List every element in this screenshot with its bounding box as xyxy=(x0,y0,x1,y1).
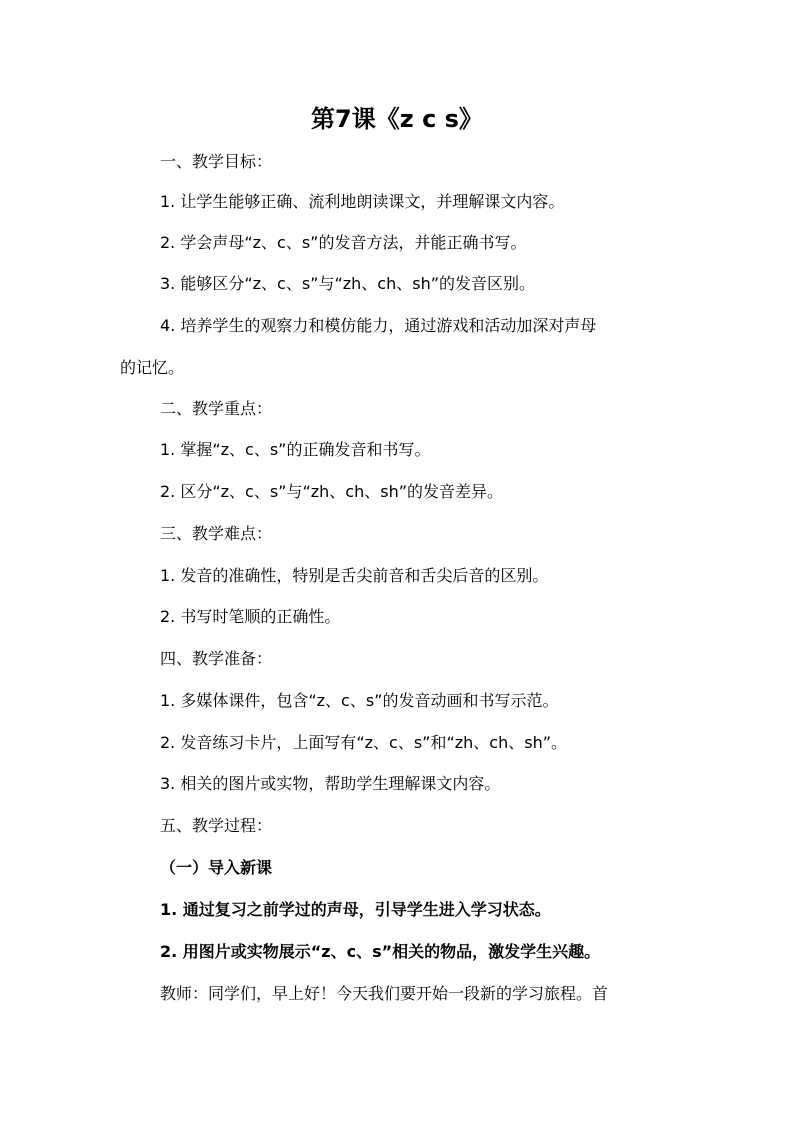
goals-heading: 一、教学目标： xyxy=(160,152,273,171)
difficulties-heading: 三、教学难点： xyxy=(160,524,273,543)
preparation-item-2: 2. 发音练习卡片，上面写有“z、c、s”和“zh、ch、sh”。 xyxy=(160,733,567,752)
preparation-item-1: 1. 多媒体课件，包含“z、c、s”的发音动画和书写示范。 xyxy=(160,691,559,710)
process-sub-heading: （一）导入新课 xyxy=(160,858,273,877)
key-point-item-1: 1. 掌握“z、c、s”的正确发音和书写。 xyxy=(160,440,431,459)
goal-item-3: 3. 能够区分“z、c、s”与“zh、ch、sh”的发音区别。 xyxy=(160,274,535,293)
goal-item-4-continued: 的记忆。 xyxy=(120,358,185,377)
goal-item-2: 2. 学会声母“z、c、s”的发音方法，并能正确书写。 xyxy=(160,233,527,252)
difficulty-item-1: 1. 发音的准确性，特别是舌尖前音和舌尖后音的区别。 xyxy=(160,566,549,585)
preparation-heading: 四、教学准备： xyxy=(160,649,273,668)
key-point-item-2: 2. 区分“z、c、s”与“zh、ch、sh”的发音差异。 xyxy=(160,482,503,501)
preparation-item-3: 3. 相关的图片或实物，帮助学生理解课文内容。 xyxy=(160,774,501,793)
key-points-heading: 二、教学重点： xyxy=(160,399,273,418)
process-heading: 五、教学过程： xyxy=(160,816,273,835)
goal-item-1: 1. 让学生能够正确、流利地朗读课文，并理解课文内容。 xyxy=(160,192,565,211)
teacher-dialogue: 教师：同学们，早上好！今天我们要开始一段新的学习旅程。首 xyxy=(160,984,609,1003)
goal-item-4: 4. 培养学生的观察力和模仿能力，通过游戏和活动加深对声母 xyxy=(160,316,597,335)
process-item-2: 2. 用图片或实物展示“z、c、s”相关的物品，激发学生兴趣。 xyxy=(160,942,601,961)
lesson-title: 第7课《z c s》 xyxy=(311,105,483,133)
process-item-1: 1. 通过复习之前学过的声母，引导学生进入学习状态。 xyxy=(160,900,551,919)
difficulty-item-2: 2. 书写时笔顺的正确性。 xyxy=(160,607,341,626)
